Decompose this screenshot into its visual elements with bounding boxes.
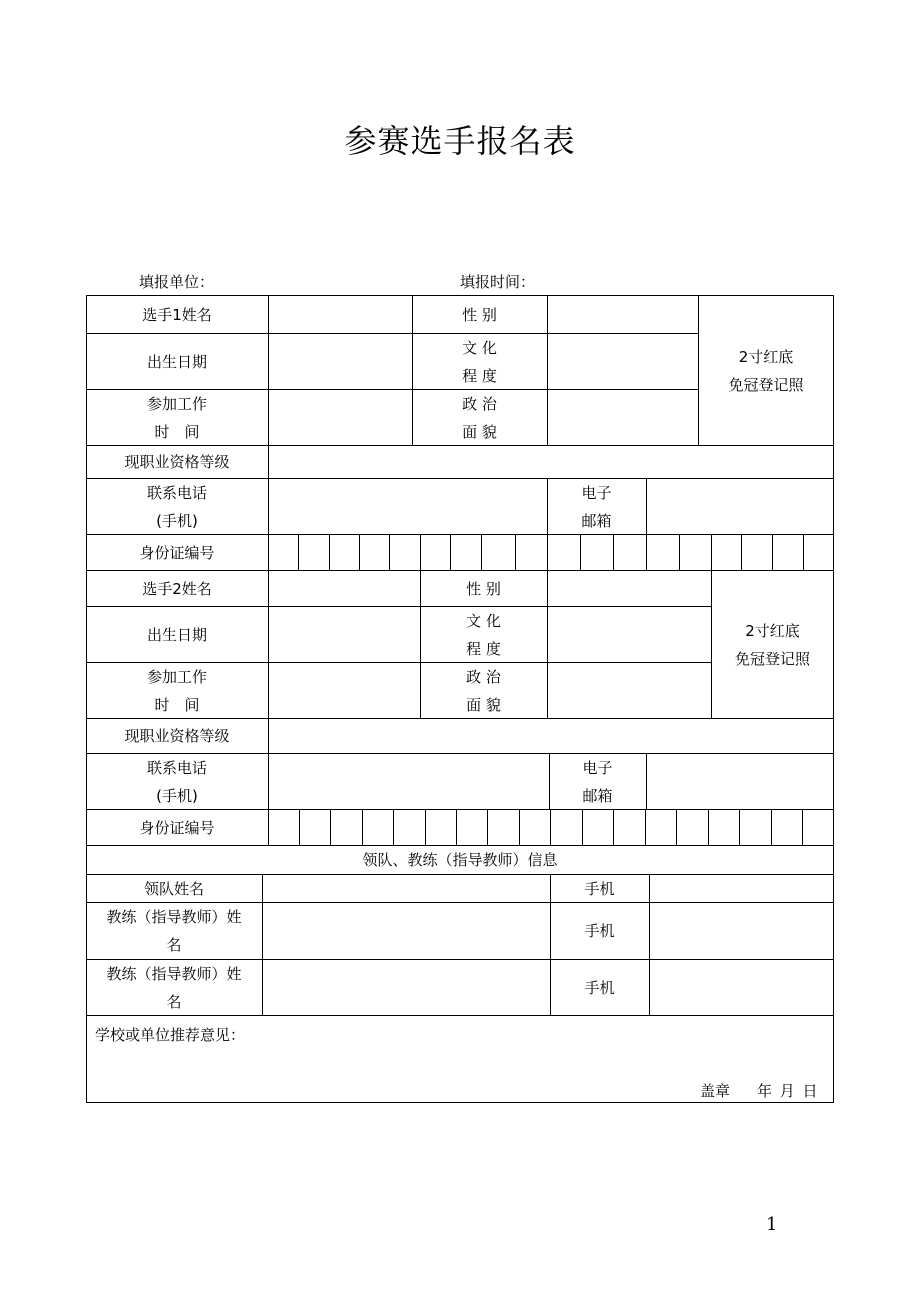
coach2-name-field[interactable]	[263, 960, 550, 1015]
coach1-phone-field[interactable]	[650, 903, 834, 959]
player2-birth-label: 出生日期	[146, 625, 207, 644]
player1-qualification-field[interactable]	[269, 446, 834, 478]
player2-education-label: 文 化 程 度	[466, 611, 501, 658]
player2-id-label: 身份证编号	[139, 818, 215, 837]
player2-gender-field[interactable]	[548, 571, 711, 606]
player1-birth-field[interactable]	[269, 334, 412, 389]
player1-political-label: 政 治 面 貌	[462, 394, 497, 441]
coach2-phone-label: 手机	[584, 978, 615, 997]
player1-birth-label: 出生日期	[146, 352, 207, 371]
player2-political-label: 政 治 面 貌	[466, 667, 501, 714]
leader-name-label: 领队姓名	[143, 879, 204, 898]
player2-education-field[interactable]	[548, 607, 711, 662]
player2-name-label: 选手2姓名	[142, 579, 212, 598]
coach1-name-label: 教练（指导教师）姓 名	[106, 908, 242, 954]
coach1-name-field[interactable]	[263, 903, 550, 959]
player2-political-field[interactable]	[548, 663, 711, 718]
leader-phone-label: 手机	[584, 879, 615, 898]
player2-photo-label[interactable]: 2寸红底 免冠登记照	[734, 621, 810, 668]
player2-work-start-label: 参加工作 时 间	[146, 667, 207, 714]
recommendation-label: 学校或单位推荐意见：	[95, 1026, 246, 1044]
coach1-phone-label: 手机	[584, 922, 615, 940]
leader-name-field[interactable]	[263, 875, 550, 902]
player1-education-label: 文 化 程 度	[462, 338, 497, 385]
seal-label: 盖章	[700, 1082, 731, 1100]
player1-name-label: 选手1姓名	[142, 305, 212, 324]
player1-phone-field[interactable]	[269, 479, 547, 534]
player1-work-start-label: 参加工作 时 间	[146, 394, 207, 441]
player1-gender-field[interactable]	[548, 296, 698, 333]
player1-education-field[interactable]	[548, 334, 698, 389]
player2-birth-field[interactable]	[269, 607, 420, 662]
unit-label: 填报单位：	[139, 273, 215, 291]
player2-qualification-field[interactable]	[269, 719, 834, 753]
player2-gender-label: 性 别	[466, 579, 501, 598]
page-title: 参赛选手报名表	[344, 122, 576, 160]
leader-phone-field[interactable]	[650, 875, 834, 902]
player2-id-field[interactable]	[269, 810, 834, 845]
player2-phone-label: 联系电话 (手机)	[146, 758, 207, 805]
player1-photo-label[interactable]: 2寸红底 免冠登记照	[728, 347, 804, 394]
player1-political-field[interactable]	[548, 390, 698, 445]
coach2-name-label: 教练（指导教师）姓 名	[106, 964, 242, 1011]
player1-email-label: 电子 邮箱	[581, 483, 612, 530]
player1-id-field[interactable]	[269, 535, 834, 570]
date-label: 年 月 日	[757, 1082, 818, 1100]
player1-gender-label: 性 别	[462, 305, 497, 324]
player1-work-start-field[interactable]	[269, 390, 412, 445]
player1-id-label: 身份证编号	[139, 543, 215, 562]
player2-email-label: 电子 邮箱	[582, 758, 613, 805]
player1-name-field[interactable]	[269, 296, 412, 333]
team-section-title: 领队、教练（指导教师）信息	[362, 851, 558, 869]
coach2-phone-field[interactable]	[650, 960, 834, 1015]
time-label: 填报时间：	[460, 273, 536, 291]
player1-qualification-label: 现职业资格等级	[124, 453, 230, 471]
player2-phone-field[interactable]	[269, 754, 549, 809]
player1-email-field[interactable]	[647, 479, 834, 534]
player2-work-start-field[interactable]	[269, 663, 420, 718]
player2-qualification-label: 现职业资格等级	[124, 727, 230, 745]
player2-name-field[interactable]	[269, 571, 420, 606]
page-number: 1	[766, 1214, 778, 1235]
player2-email-field[interactable]	[647, 754, 834, 809]
player1-phone-label: 联系电话 (手机)	[146, 483, 207, 530]
